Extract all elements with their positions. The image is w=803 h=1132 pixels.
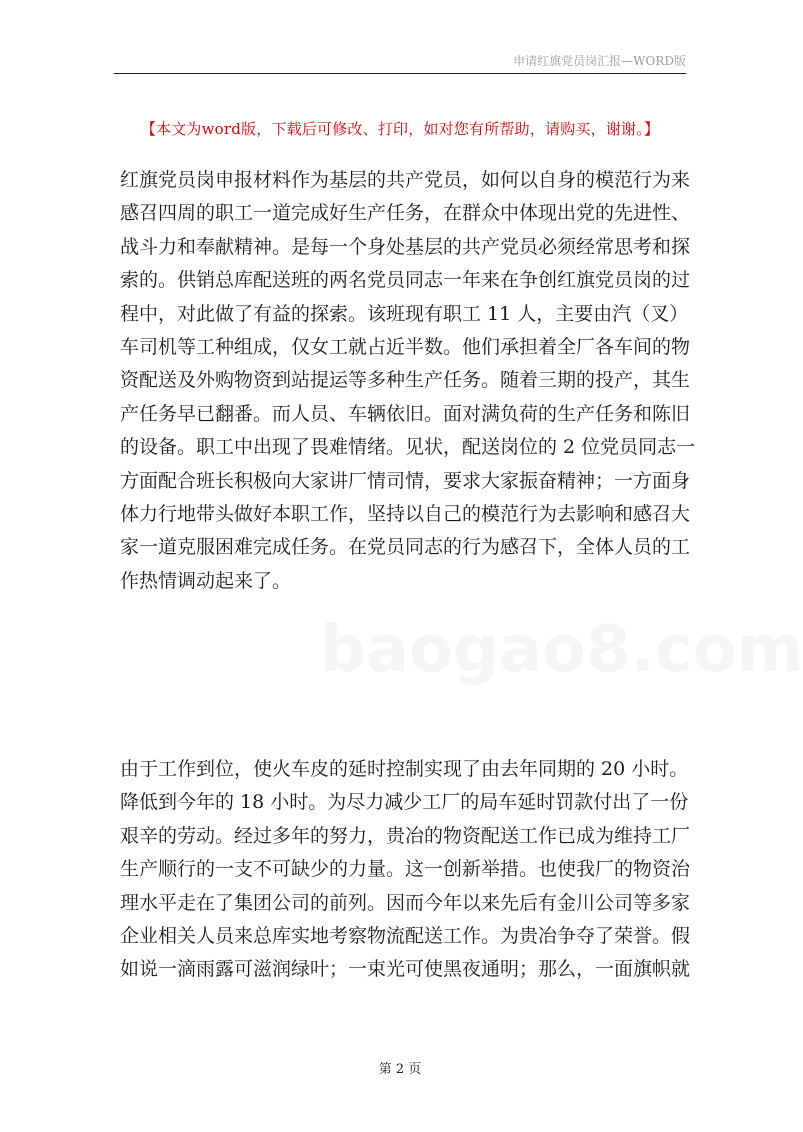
paragraph-line: 家一道克服困难完成任务。在党员同志的行为感召下，全体人员的工 [120, 536, 691, 559]
paragraph-line: 如说一滴雨露可滋润绿叶；一束光可使黑夜通明；那么，一面旗帜就 [120, 958, 691, 981]
paragraph-line: 资配送及外购物资到站提运等多种生产任务。随着三期的投产，其生 [120, 369, 691, 392]
paragraph-line: 理水平走在了集团公司的前列。因而今年以来先后有金川公司等多家 [120, 891, 691, 914]
paragraph-line: 的设备。职工中出现了畏难情绪。见状，配送岗位的 2 位党员同志一 [120, 436, 696, 459]
paragraph-line: 索的。供销总库配送班的两名党员同志一年来在争创红旗党员岗的过 [120, 269, 691, 292]
paragraph-line: 车司机等工种组成，仅女工就占近半数。他们承担着全厂各车间的物 [120, 335, 691, 358]
paragraph-line: 感召四周的职工一道完成好生产任务，在群众中体现出党的先进性、 [120, 202, 691, 225]
purchase-notice: 【本文为word版，下载后可修改、打印，如对您有所帮助，请购买，谢谢。】 [140, 120, 660, 138]
paragraph-line: 程中，对此做了有益的探索。该班现有职工 11 人，主要由汽（叉） [120, 302, 689, 325]
paragraph-2 [120, 753, 691, 987]
paragraph-line: 生产顺行的一支不可缺少的力量。这一创新举措。也使我厂的物资治 [120, 858, 691, 881]
watermark: baogao8.com [320, 613, 803, 687]
paragraph-line: 战斗力和奉献精神。是每一个身处基层的共产党员必须经常思考和探 [120, 235, 691, 258]
page-header-title: 申请红旗党员岗汇报—WORD版 [513, 54, 686, 68]
paragraph-line: 艰辛的劳动。经过多年的努力，贵冶的物资配送工作已成为维持工厂 [120, 824, 691, 847]
paragraph-line: 体力行地带头做好本职工作，坚持以自己的模范行为去影响和感召大 [120, 502, 691, 525]
paragraph-line: 作热情调动起来了。 [120, 569, 292, 592]
paragraph-line: 由于工作到位，使火车皮的延时控制实现了由去年同期的 20 小时。 [120, 758, 689, 780]
paragraph-line: 降低到今年的 18 小时。为尽力减少工厂的局车延时罚款付出了一份 [120, 791, 689, 814]
paragraph-line: 红旗党员岗申报材料作为基层的共产党员，如何以自身的模范行为来 [120, 169, 691, 191]
paragraph-line: 产任务早已翻番。而人员、车辆依旧。面对满负荷的生产任务和陈旧 [120, 402, 691, 425]
header-divider [114, 73, 686, 74]
paragraph-line: 企业相关人员来总库实地考察物流配送工作。为贵冶争夺了荣誉。假 [120, 924, 691, 947]
paragraph-1 [120, 164, 696, 598]
paragraph-line: 方面配合班长积极向大家讲厂情司情，要求大家振奋精神；一方面身 [120, 469, 691, 492]
page-number: 第 2 页 [378, 1062, 422, 1077]
